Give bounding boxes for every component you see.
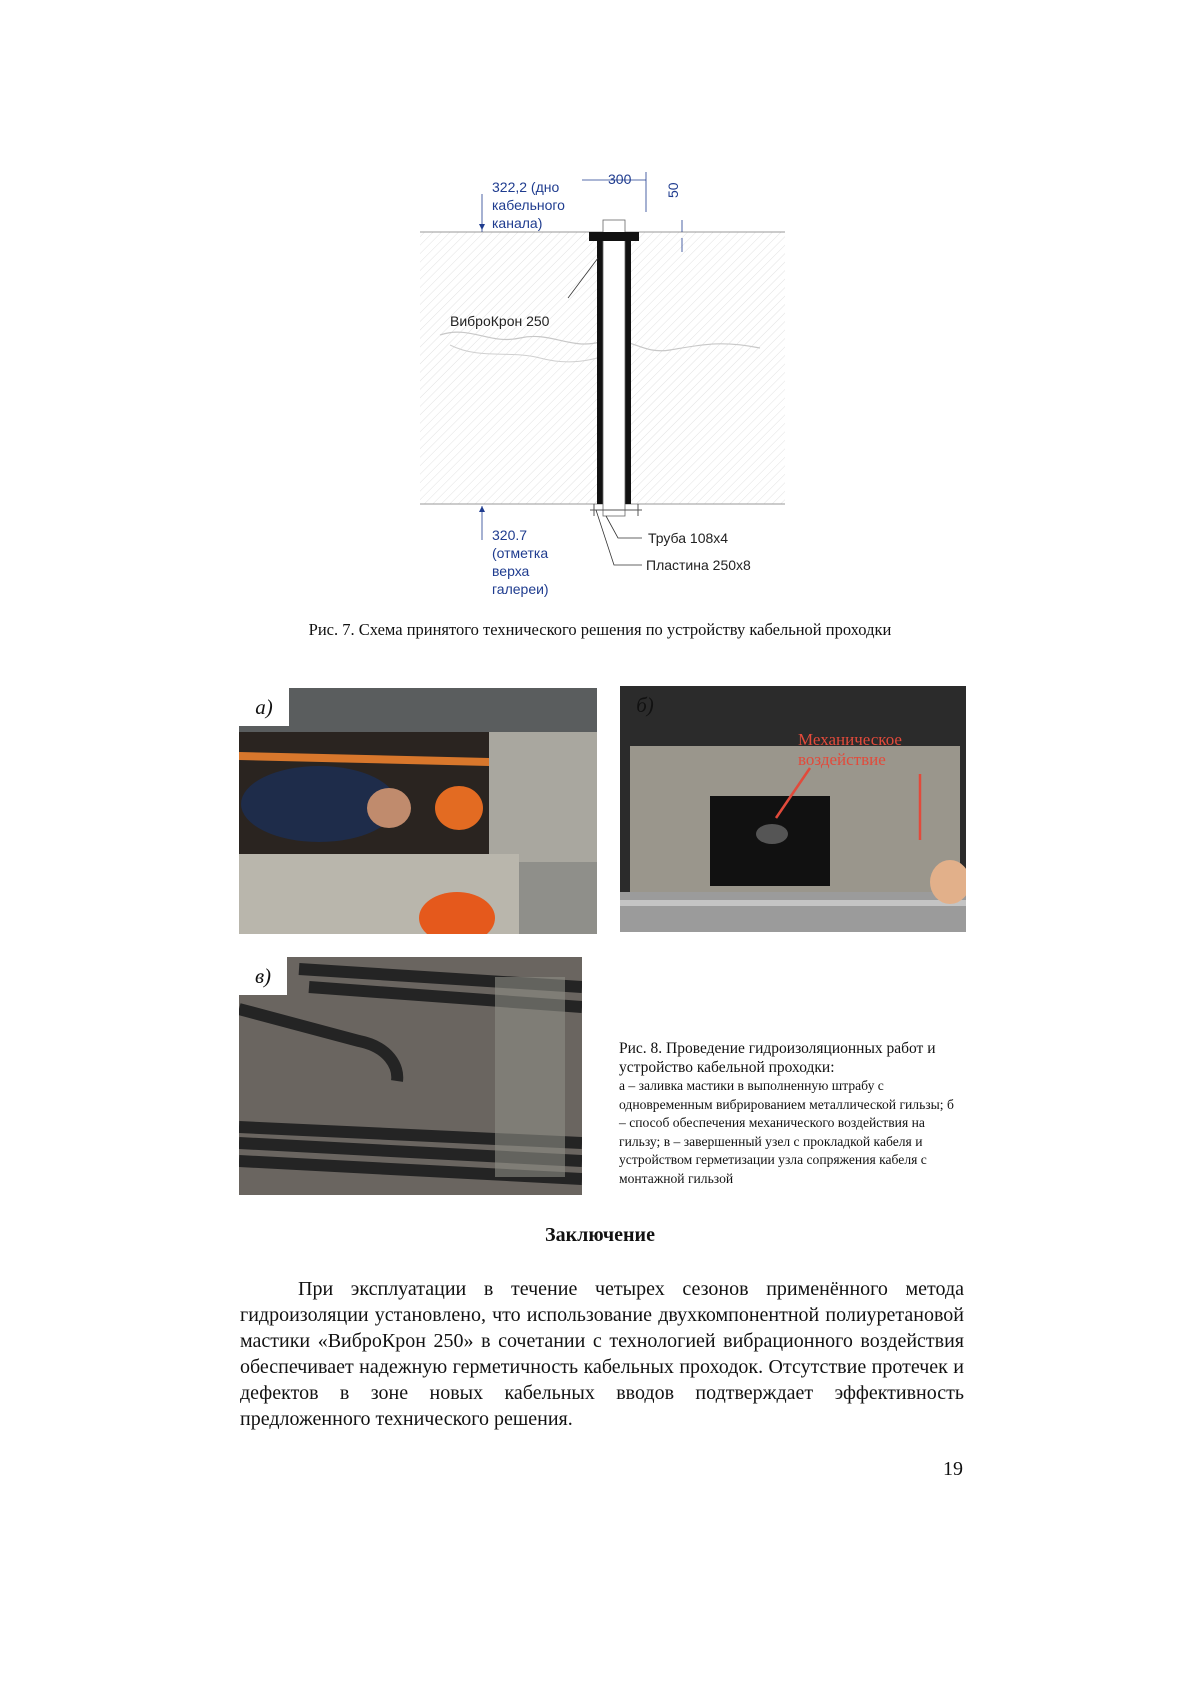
figure-8-caption [619, 1040, 964, 1188]
photo-b [620, 686, 966, 932]
plate-label: Пластина 250х8 [646, 557, 751, 573]
figure-8-caption-title: Рис. 8. Проведение гидроизоляционных работ и устройство кабельной проходки: [619, 1040, 936, 1076]
mechanical-impact-annotation: Механическое воздействие [798, 730, 902, 769]
page-number: 19 [943, 1458, 963, 1480]
photo-v-image [239, 957, 582, 1195]
top-elevation-label: 322,2 (дно кабельного канала) [492, 179, 565, 231]
photo-a [239, 688, 597, 934]
sleeve-wall-left [597, 232, 603, 504]
bottom-elevation-label: 320.7 (отметка верха галереи) [492, 527, 549, 597]
photo-v-label: в) [239, 957, 287, 995]
top-flange [589, 232, 639, 241]
photo-a-label: а) [239, 688, 289, 726]
section-heading: Заключение [545, 1224, 655, 1246]
cable-passage-scheme [420, 160, 800, 605]
dim-height-label: 50 [665, 182, 681, 198]
material-label: ВиброКрон 250 [450, 313, 550, 329]
photo-a-image [239, 688, 597, 934]
photo-b-label: б) [636, 692, 654, 717]
dim-width-label: 300 [608, 171, 632, 187]
photo-b-image [620, 686, 966, 932]
figure-8-caption-body: а – заливка мастики в выполненную штрабу с одновременным вибрированием металлической гильзы; б – способ обеспечения механического воздействия на гильзу; в – завершенный узел с прокладкой кабеля и устройством герметизации узла сопряжения кабеля с монтажной гильзой [619, 1078, 954, 1186]
photo-v [239, 957, 582, 1195]
conclusion-paragraph: При эксплуатации в течение четырех сезонов применённого метода гидроизоляции установлено, что использование двухкомпонентной полиуретановой мастики «ВиброКрон 250» в сочетании с технологией вибрационного воздействия обеспечивает надежную герметичность кабельных проходок. Отсутствие протечек и дефектов в зоне новых кабельных вводов подтверждает эффективность предложенного технического решения. [240, 1278, 964, 1430]
pipe-label: Труба 108х4 [648, 530, 729, 546]
figure-7-diagram [420, 160, 800, 605]
pipe [603, 220, 625, 516]
sleeve-wall-right [625, 232, 631, 504]
figure-7-caption: Рис. 7. Схема принятого технического решения по устройству кабельной проходки [308, 620, 892, 639]
